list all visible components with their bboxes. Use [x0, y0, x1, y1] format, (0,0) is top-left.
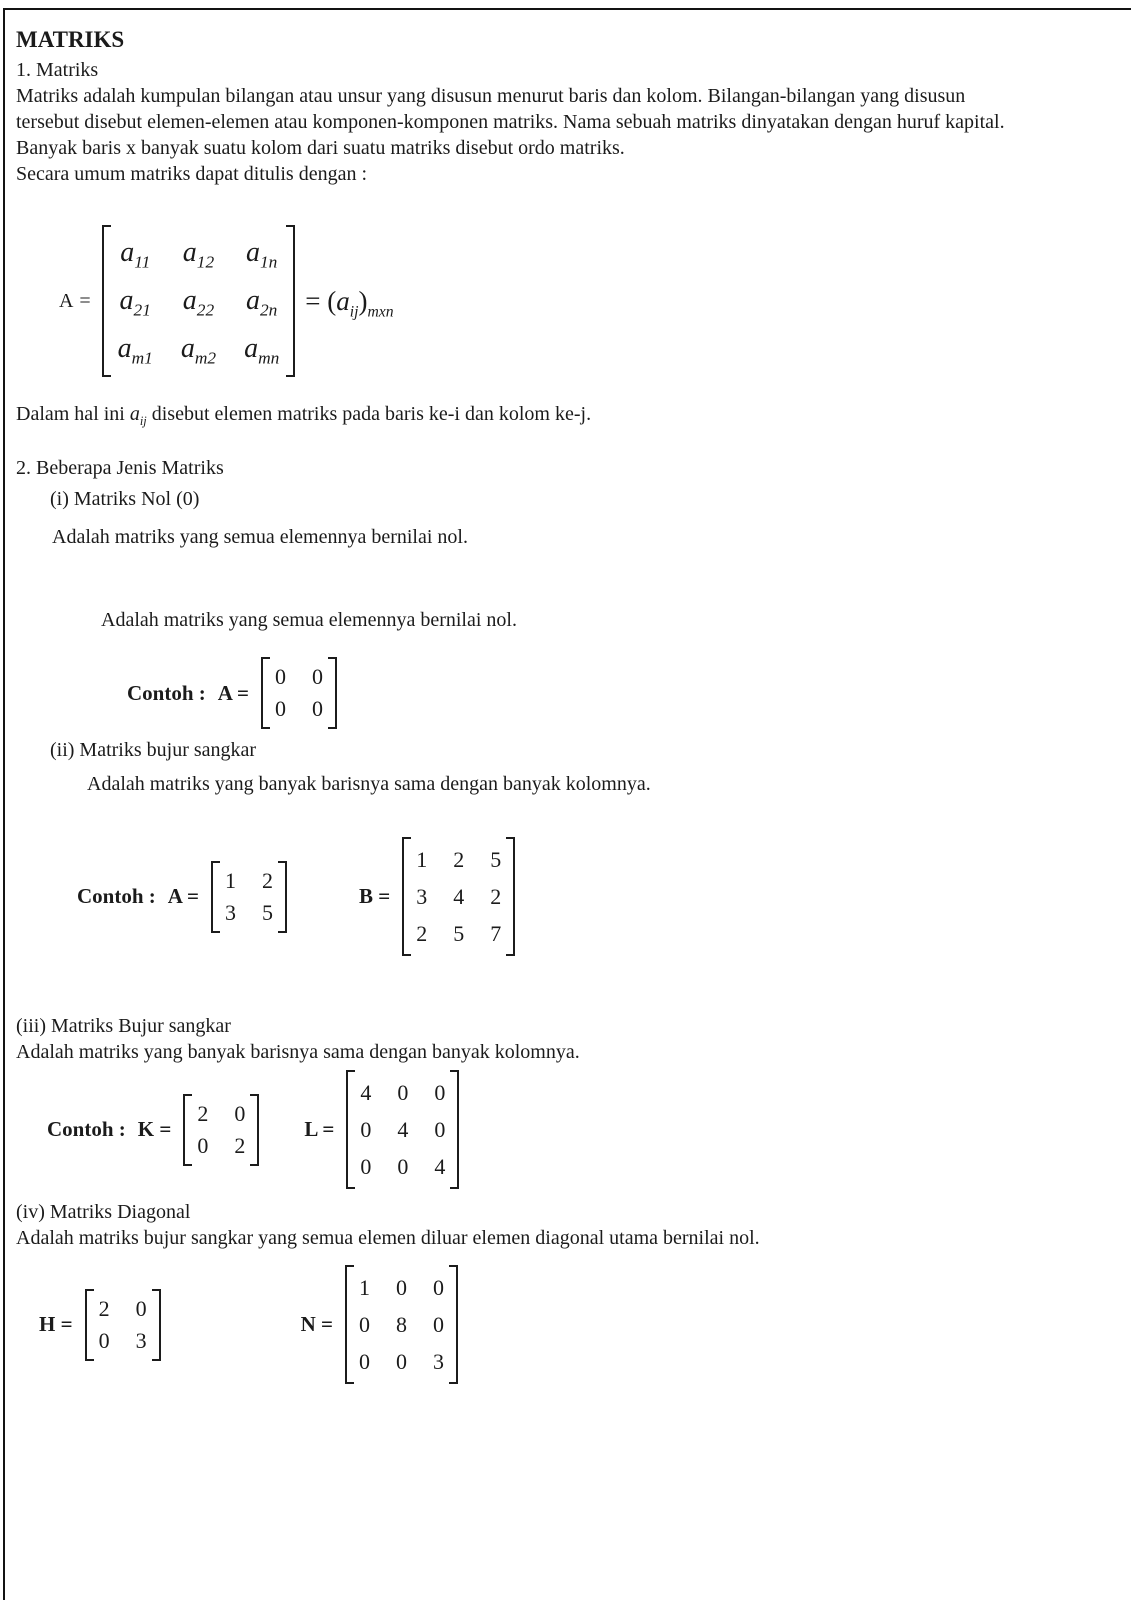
paragraph-line-1: Matriks adalah kumpulan bilangan atau unsur yang disusun menurut baris dan kolom. Bilangan-bilangan yang disusun	[16, 85, 966, 107]
item-ii-description: Adalah matriks yang banyak barisnya sama dengan banyak kolomnya.	[87, 773, 651, 795]
contoh-label: Contoh :	[127, 680, 206, 705]
matrix-cell: 0	[358, 1348, 370, 1374]
zero-matrix	[261, 657, 337, 729]
contoh-label: Contoh :	[77, 884, 156, 908]
example-square-matrices	[16, 837, 1131, 956]
matrix-cell: 4	[453, 883, 465, 909]
matrix-cell: 8	[395, 1311, 407, 1337]
matrix-cell: 1	[358, 1274, 370, 1300]
matrix-cell: 2	[197, 1100, 209, 1126]
matrix-cell: 2	[98, 1295, 110, 1321]
item-i-heading: (i) Matriks Nol (0)	[50, 488, 200, 510]
matrix-cell: 0	[434, 1079, 446, 1105]
example-zero-matrix	[16, 657, 1131, 729]
item-iii-description: Adalah matriks yang banyak barisnya sama dengan banyak kolomnya.	[16, 1041, 580, 1063]
matrix-cell: $a_{21}$	[119, 285, 151, 320]
zero-matrix-label: A =	[217, 680, 249, 705]
matrix-n-label: N =	[300, 1312, 333, 1336]
matrix-cell: 0	[135, 1295, 147, 1321]
section-2-heading: 2. Beberapa Jenis Matriks	[16, 457, 224, 479]
matrix-cell: 0	[395, 1348, 407, 1374]
matrix-b-label: B =	[359, 884, 391, 908]
matrix-cell: 0	[397, 1079, 409, 1105]
matrix-cell: 0	[98, 1327, 110, 1353]
paragraph-line-4: Secara umum matriks dapat ditulis dengan :	[16, 163, 368, 185]
matrix-cell: $a_{m1}$	[117, 333, 153, 368]
matrix-cell: $a_{11}$	[120, 237, 151, 272]
matrix-cell: $a_{m2}$	[180, 333, 217, 368]
matrix-cell: 0	[360, 1153, 372, 1179]
matrix-l	[346, 1070, 459, 1189]
matrix-cell: 2	[234, 1132, 246, 1158]
item-i-description-repeated: Adalah matriks yang semua elemennya bernilai nol.	[101, 609, 517, 631]
item-i-description: Adalah matriks yang semua elemennya bernilai nol.	[52, 526, 468, 548]
contoh-label: Contoh :	[47, 1117, 126, 1141]
matrix-cell: $a_{2n}$	[245, 285, 278, 320]
matrix-cell: 5	[453, 920, 465, 946]
matrix-cell: $a_{12}$	[182, 237, 215, 272]
page-content	[5, 26, 1131, 1384]
matrix-cell: 0	[360, 1116, 372, 1142]
matrix-h-label: H =	[39, 1312, 73, 1336]
item-iv-description: Adalah matriks bujur sangkar yang semua elemen diluar elemen diagonal utama bernilai nol.	[16, 1227, 760, 1249]
matrix-cell: 0	[312, 664, 323, 689]
matrix-cell: 3	[135, 1327, 147, 1353]
matrix-cell: 5	[262, 899, 273, 925]
general-matrix-formula	[16, 225, 1131, 377]
example-scalar-matrices	[16, 1070, 1131, 1189]
item-iv-heading: (iv) Matriks Diagonal	[16, 1201, 191, 1223]
page-title: MATRIKS	[16, 27, 125, 52]
matrix-cell: 0	[432, 1311, 444, 1337]
matrix-cell: 0	[397, 1153, 409, 1179]
matrix-cell: 0	[395, 1274, 407, 1300]
matrix-cell: 7	[490, 920, 502, 946]
element-note: Dalam hal ini $a_{ij}$ disebut elemen matriks pada baris ke-i dan kolom ke-j.	[16, 403, 592, 428]
square-matrix-b	[402, 837, 515, 956]
general-matrix	[102, 225, 296, 377]
square-matrix-a	[211, 861, 287, 933]
paragraph-line-3: Banyak baris x banyak suatu kolom dari suatu matriks disebut ordo matriks.	[16, 137, 625, 159]
matrix-cell: 0	[312, 696, 323, 721]
matrix-cell: 2	[262, 867, 273, 893]
matrix-l-label: L =	[304, 1117, 335, 1141]
matrix-cell: 3	[416, 883, 428, 909]
matrix-cell: 4	[360, 1079, 372, 1105]
matrix-cell: 4	[434, 1153, 446, 1179]
paragraph-line-2: tersebut disebut elemen-elemen atau komponen-komponen matriks. Nama sebuah matriks dinyatakan dengan huruf kapital.	[16, 111, 1005, 133]
page-border	[3, 8, 1131, 1600]
matrix-n	[345, 1265, 458, 1384]
matrix-cell: 0	[432, 1274, 444, 1300]
matrix-a-equals-label: A =	[59, 289, 92, 312]
matrix-cell: $a_{mn}$	[244, 333, 280, 368]
matrix-cell: 4	[397, 1116, 409, 1142]
matrix-cell: 5	[490, 846, 502, 872]
matrix-cell: $a_{22}$	[182, 285, 215, 320]
matrix-order-notation: = $(a_{ij})_{mxn}$	[305, 285, 394, 320]
matrix-cell: 2	[416, 920, 428, 946]
matrix-cell: 1	[416, 846, 428, 872]
matrix-cell: 0	[197, 1132, 209, 1158]
item-ii-heading: (ii) Matriks bujur sangkar	[50, 739, 257, 761]
matrix-cell: 3	[432, 1348, 444, 1374]
matrix-cell: 0	[275, 696, 286, 721]
item-iii-heading: (iii) Matriks Bujur sangkar	[16, 1015, 231, 1037]
matrix-cell: 3	[225, 899, 236, 925]
matrix-cell: 0	[275, 664, 286, 689]
matrix-cell: $a_{1n}$	[245, 237, 278, 272]
matrix-cell: 0	[234, 1100, 246, 1126]
matrix-a-label: A =	[167, 884, 199, 908]
matrix-cell: 0	[434, 1116, 446, 1142]
example-diagonal-matrices	[16, 1265, 1131, 1384]
matrix-k	[183, 1094, 259, 1166]
matrix-cell: 2	[490, 883, 502, 909]
matrix-k-label: K =	[137, 1117, 172, 1141]
matrix-cell: 2	[453, 846, 465, 872]
matrix-cell: 0	[358, 1311, 370, 1337]
section-1-heading: 1. Matriks	[16, 59, 99, 81]
matrix-cell: 1	[225, 867, 236, 893]
matrix-h	[85, 1289, 161, 1361]
